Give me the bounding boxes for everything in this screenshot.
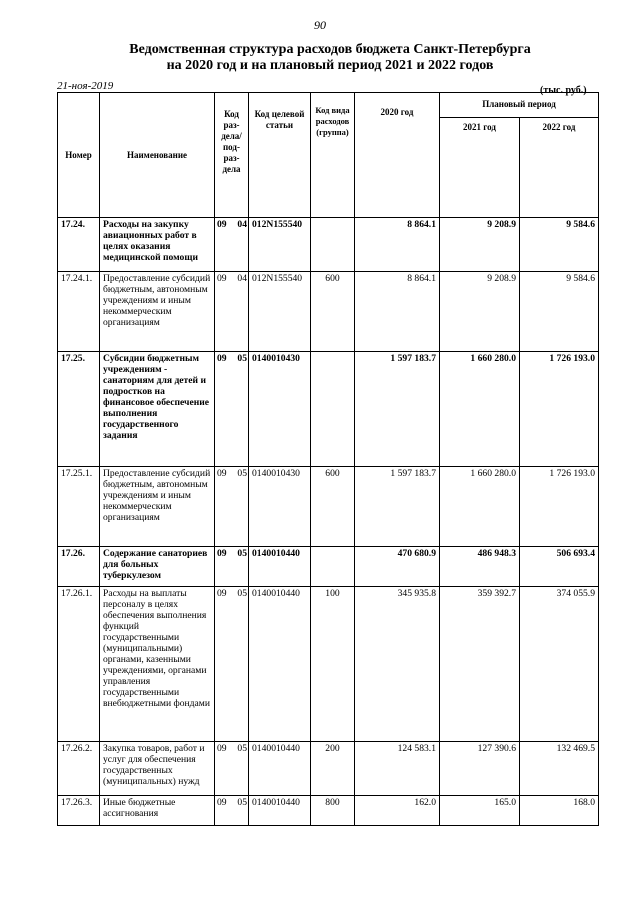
row-vid (311, 218, 355, 272)
row-2021: 9 208.9 (440, 272, 520, 352)
header-2022: 2022 год (520, 117, 599, 217)
row-2020: 470 680.9 (355, 547, 440, 587)
row-number: 17.26.1. (58, 587, 100, 742)
header-number: Номер (58, 93, 100, 218)
row-podrazdel: 05 (232, 352, 249, 467)
header-2021: 2021 год (440, 117, 520, 217)
row-2020: 124 583.1 (355, 742, 440, 796)
row-razdel: 09 (215, 352, 232, 467)
row-podrazdel: 05 (232, 547, 249, 587)
row-podrazdel: 05 (232, 587, 249, 742)
row-razdel: 09 (215, 587, 232, 742)
row-podrazdel: 04 (232, 218, 249, 272)
row-target: 0140010440 (249, 742, 311, 796)
row-target: 012N155540 (249, 218, 311, 272)
row-name: Предоставление субсидий бюджетным, автономным учреждениям и иным некоммерческим организациям (100, 272, 215, 352)
row-2021: 9 208.9 (440, 218, 520, 272)
page-number: 90 (314, 18, 326, 32)
row-target: 0140010440 (249, 796, 311, 826)
table-row (58, 547, 599, 587)
header-vid: Код вида расходов (группа) (311, 93, 355, 218)
row-vid (311, 547, 355, 587)
row-vid: 600 (311, 272, 355, 352)
row-vid: 100 (311, 587, 355, 742)
row-2021: 1 660 280.0 (440, 467, 520, 547)
row-number: 17.26. (58, 547, 100, 587)
title-line-2: на 2020 год и на плановый период 2021 и 2022 годов (166, 58, 494, 73)
row-number: 17.26.2. (58, 742, 100, 796)
row-name: Субсидии бюджетным учреждениям - санаториям для детей и подростков на финансовое обеспечение выполнения государственного задания (100, 352, 215, 467)
document-date: 21-ноя-2019 (57, 80, 114, 92)
document-title (60, 42, 600, 74)
row-number: 17.26.3. (58, 796, 100, 826)
row-razdel: 09 (215, 547, 232, 587)
table-row (58, 796, 599, 826)
row-2021: 1 660 280.0 (440, 352, 520, 467)
row-podrazdel: 05 (232, 742, 249, 796)
row-vid: 800 (311, 796, 355, 826)
row-name: Содержание санаториев для больных туберкулезом (100, 547, 215, 587)
row-name: Закупка товаров, работ и услуг для обеспечения государственных (муниципальных) нужд (100, 742, 215, 796)
table-row (58, 272, 599, 352)
table-row (58, 218, 599, 272)
table-row (58, 587, 599, 742)
row-target: 012N155540 (249, 272, 311, 352)
row-2021: 165.0 (440, 796, 520, 826)
row-2022: 9 584.6 (520, 218, 599, 272)
row-razdel: 09 (215, 218, 232, 272)
row-name: Предоставление субсидий бюджетным, автономным учреждениям и иным некоммерческим организациям (100, 467, 215, 547)
row-name: Расходы на закупку авиационных работ в целях оказания медицинской помощи (100, 218, 215, 272)
row-target: 0140010440 (249, 587, 311, 742)
row-2020: 8 864.1 (355, 272, 440, 352)
header-name: Наименование (100, 93, 215, 218)
row-vid (311, 352, 355, 467)
row-number: 17.24.1. (58, 272, 100, 352)
header-plan-period: Плановый период (440, 93, 599, 118)
row-podrazdel: 05 (232, 796, 249, 826)
row-podrazdel: 04 (232, 272, 249, 352)
row-number: 17.25. (58, 352, 100, 467)
header-razdel: Код раз-дела/ под-раз-дела (215, 93, 249, 218)
row-2022: 1 726 193.0 (520, 467, 599, 547)
row-vid: 600 (311, 467, 355, 547)
row-razdel: 09 (215, 272, 232, 352)
row-name: Расходы на выплаты персоналу в целях обеспечения выполнения функций государственными (муниципальными) органами, казенными учреждениями, органами управления государственными внебюджетными фондами (100, 587, 215, 742)
table-row (58, 467, 599, 547)
row-vid: 200 (311, 742, 355, 796)
row-podrazdel: 05 (232, 467, 249, 547)
row-2020: 1 597 183.7 (355, 467, 440, 547)
row-2020: 162.0 (355, 796, 440, 826)
row-2021: 359 392.7 (440, 587, 520, 742)
row-razdel: 09 (215, 467, 232, 547)
row-number: 17.25.1. (58, 467, 100, 547)
row-2022: 132 469.5 (520, 742, 599, 796)
row-2021: 486 948.3 (440, 547, 520, 587)
row-target: 0140010430 (249, 467, 311, 547)
row-razdel: 09 (215, 796, 232, 826)
units-label: (тыс. руб.) (540, 85, 587, 96)
row-2022: 168.0 (520, 796, 599, 826)
row-target: 0140010440 (249, 547, 311, 587)
row-2021: 127 390.6 (440, 742, 520, 796)
row-2020: 345 935.8 (355, 587, 440, 742)
row-number: 17.24. (58, 218, 100, 272)
row-2022: 506 693.4 (520, 547, 599, 587)
header-2020: 2020 год (355, 93, 440, 218)
row-2022: 1 726 193.0 (520, 352, 599, 467)
header-target: Код целевой статьи (249, 93, 311, 218)
table-row (58, 742, 599, 796)
row-2020: 1 597 183.7 (355, 352, 440, 467)
row-target: 0140010430 (249, 352, 311, 467)
title-line-1: Ведомственная структура расходов бюджета Санкт-Петербурга (129, 42, 531, 57)
row-name: Иные бюджетные ассигнования (100, 796, 215, 826)
budget-table (57, 92, 599, 826)
row-2022: 9 584.6 (520, 272, 599, 352)
row-2022: 374 055.9 (520, 587, 599, 742)
table-row (58, 352, 599, 467)
row-razdel: 09 (215, 742, 232, 796)
row-2020: 8 864.1 (355, 218, 440, 272)
